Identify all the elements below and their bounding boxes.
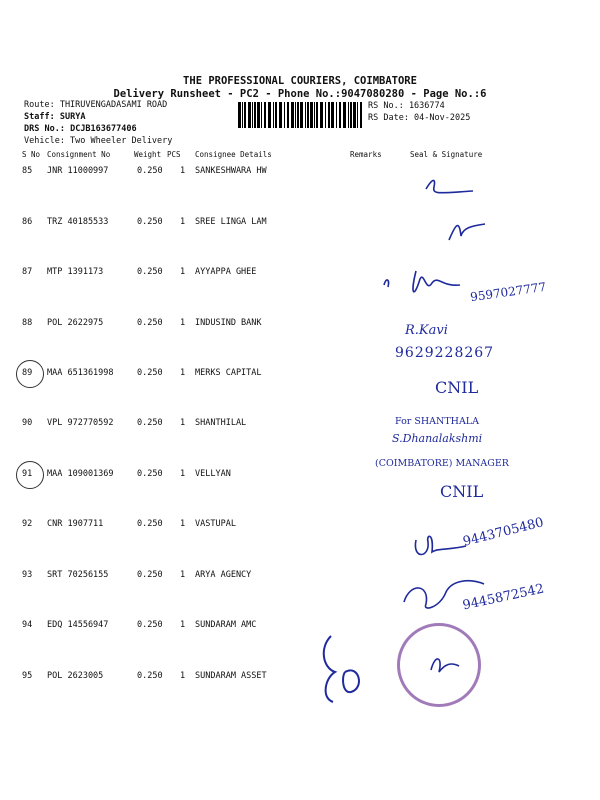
barcode-bar	[305, 102, 306, 128]
barcode-bar	[348, 102, 349, 128]
phone-93: 9445872542	[461, 581, 546, 614]
phone-88: 9629228267	[395, 345, 495, 361]
barcode-bar	[320, 102, 323, 128]
stamp-90: (COIMBATORE) MANAGER	[375, 458, 509, 469]
row-consignee: INDUSIND BANK	[195, 318, 262, 328]
barcode-bar	[343, 102, 346, 128]
signature-95	[425, 650, 465, 680]
barcode-bar	[357, 102, 358, 128]
barcode-bar	[287, 102, 289, 128]
row-pcs: 1	[180, 570, 186, 580]
rs-date: RS Date: 04-Nov-2025	[368, 113, 471, 123]
signature-94	[315, 628, 375, 708]
row-sno: 90	[22, 418, 33, 428]
staff-label: Staff:	[24, 112, 55, 122]
col-remarks: Remarks	[350, 150, 382, 159]
row-weight: 0.250	[137, 418, 163, 428]
row-sno: 85	[22, 166, 33, 176]
row-weight: 0.250	[137, 519, 163, 529]
row-sno: 88	[22, 318, 33, 328]
vehicle-label: Vehicle: Two Wheeler Delivery	[24, 136, 173, 146]
signature-87	[380, 265, 470, 305]
barcode-bar	[284, 102, 285, 128]
row-consignment: MTP 1391173	[47, 267, 104, 277]
row-consignment: TRZ 40185533	[47, 217, 109, 227]
row-consignee: ARYA AGENCY	[195, 570, 252, 580]
barcode-bar	[350, 102, 352, 128]
col-seal-signature: Seal & Signature	[410, 150, 483, 159]
row-consignment: MAA 651361998	[47, 368, 114, 378]
signature-85	[418, 175, 478, 200]
row-pcs: 1	[180, 519, 186, 529]
row-consignee: AYYAPPA GHEE	[195, 267, 257, 277]
row-consignee: VELLYAN	[195, 469, 231, 479]
barcode-bar	[325, 102, 326, 128]
row-weight: 0.250	[137, 267, 163, 277]
signer-90: S.Dhanalakshmi	[392, 432, 483, 445]
row-consignment: POL 2623005	[47, 671, 104, 681]
barcode-bar	[264, 102, 266, 128]
phone-92: 9443705480	[461, 515, 546, 550]
table-row	[0, 671, 600, 691]
row-pcs: 1	[180, 318, 186, 328]
row-consignment: CNR 1907711	[47, 519, 104, 529]
table-row	[0, 570, 600, 590]
table-row	[0, 166, 600, 186]
row-sno: 94	[22, 620, 33, 630]
rs-number: RS No.: 1636774	[368, 101, 445, 111]
barcode-bar	[300, 102, 303, 128]
barcode-bar	[328, 102, 330, 128]
staff-line	[24, 112, 85, 122]
row-pcs: 1	[180, 217, 186, 227]
row-weight: 0.250	[137, 217, 163, 227]
route-label: Route: THIRUVENGADASAMI ROAD	[24, 100, 168, 110]
barcode-bar	[252, 102, 253, 128]
col-pcs: PCS	[167, 150, 181, 159]
row-weight: 0.250	[137, 368, 163, 378]
col-consignee: Consignee Details	[195, 150, 272, 159]
row-weight: 0.250	[137, 570, 163, 580]
barcode-bar	[307, 102, 309, 128]
row-consignee: SANKESHWARA HW	[195, 166, 267, 176]
barcode-bar	[291, 102, 294, 128]
barcode-bar	[261, 102, 262, 128]
table-row	[0, 620, 600, 640]
barcode-bar	[336, 102, 337, 128]
table-row	[0, 368, 600, 388]
row-weight: 0.250	[137, 166, 163, 176]
row-weight: 0.250	[137, 469, 163, 479]
row-consignment: JNR 11000997	[47, 166, 109, 176]
barcode-bar	[360, 102, 362, 128]
row-consignment: EDQ 14556947	[47, 620, 109, 630]
table-row	[0, 418, 600, 438]
row-consignee: SUNDARAM AMC	[195, 620, 257, 630]
barcode-bar	[295, 102, 296, 128]
runsheet-subtitle: Delivery Runsheet - PC2 - Phone No.:9047080280 - Page No.:6	[113, 88, 487, 100]
drs-label: DRS No.:	[24, 124, 65, 134]
signature-86	[445, 212, 495, 247]
row-pcs: 1	[180, 620, 186, 630]
barcode-bar	[275, 102, 277, 128]
drs-value: DCJB163677406	[70, 124, 137, 134]
mark-89: CNIL	[435, 378, 479, 397]
row-consignee: MERKS CAPITAL	[195, 368, 262, 378]
company-title: THE PROFESSIONAL COURIERS, COIMBATORE	[183, 75, 417, 87]
barcode-bar	[314, 102, 315, 128]
barcode-bar	[316, 102, 318, 128]
barcode-bar	[268, 102, 271, 128]
row-weight: 0.250	[137, 318, 163, 328]
row-pcs: 1	[180, 469, 186, 479]
barcode-bar	[242, 102, 243, 128]
barcode-bar	[353, 102, 356, 128]
phone-87: 9597027777	[469, 279, 547, 305]
row-pcs: 1	[180, 418, 186, 428]
table-row	[0, 217, 600, 237]
row-consignment: SRT 70256155	[47, 570, 109, 580]
barcode-bar	[257, 102, 260, 128]
row-consignment: POL 2622975	[47, 318, 104, 328]
mark-91: CNIL	[440, 482, 484, 501]
row-consignee: SREE LINGA LAM	[195, 217, 267, 227]
row-sno: 91	[22, 469, 33, 479]
barcode-bar	[310, 102, 313, 128]
row-consignee: SUNDARAM ASSET	[195, 671, 267, 681]
row-consignee: SHANTHILAL	[195, 418, 247, 428]
row-sno: 95	[22, 671, 33, 681]
col-sno: S No	[22, 150, 41, 159]
row-sno: 93	[22, 570, 33, 580]
row-sno: 86	[22, 217, 33, 227]
table-row	[0, 318, 600, 338]
col-weight: Weight	[134, 150, 162, 159]
row-sno: 89	[22, 368, 33, 378]
row-weight: 0.250	[137, 671, 163, 681]
barcode	[238, 102, 364, 128]
for-company: For SHANTHALA	[395, 416, 479, 427]
row-sno: 92	[22, 519, 33, 529]
barcode-bar	[273, 102, 274, 128]
barcode-bar	[297, 102, 299, 128]
col-consignment: Consignment No	[47, 150, 111, 159]
row-consignment: MAA 109001369	[47, 469, 114, 479]
row-pcs: 1	[180, 671, 186, 681]
barcode-bar	[248, 102, 251, 128]
barcode-bar	[339, 102, 341, 128]
barcode-bar	[279, 102, 282, 128]
table-row	[0, 469, 600, 489]
row-pcs: 1	[180, 368, 186, 378]
barcode-bar	[244, 102, 246, 128]
staff-value: SURYA	[59, 112, 86, 122]
barcode-bar	[254, 102, 256, 128]
row-weight: 0.250	[137, 620, 163, 630]
row-pcs: 1	[180, 267, 186, 277]
drs-line	[24, 124, 137, 134]
name-88: R.Kavi	[405, 323, 448, 338]
row-consignment: VPL 972770592	[47, 418, 114, 428]
barcode-bar	[238, 102, 241, 128]
row-sno: 87	[22, 267, 33, 277]
row-consignee: VASTUPAL	[195, 519, 236, 529]
row-pcs: 1	[180, 166, 186, 176]
barcode-bar	[331, 102, 334, 128]
